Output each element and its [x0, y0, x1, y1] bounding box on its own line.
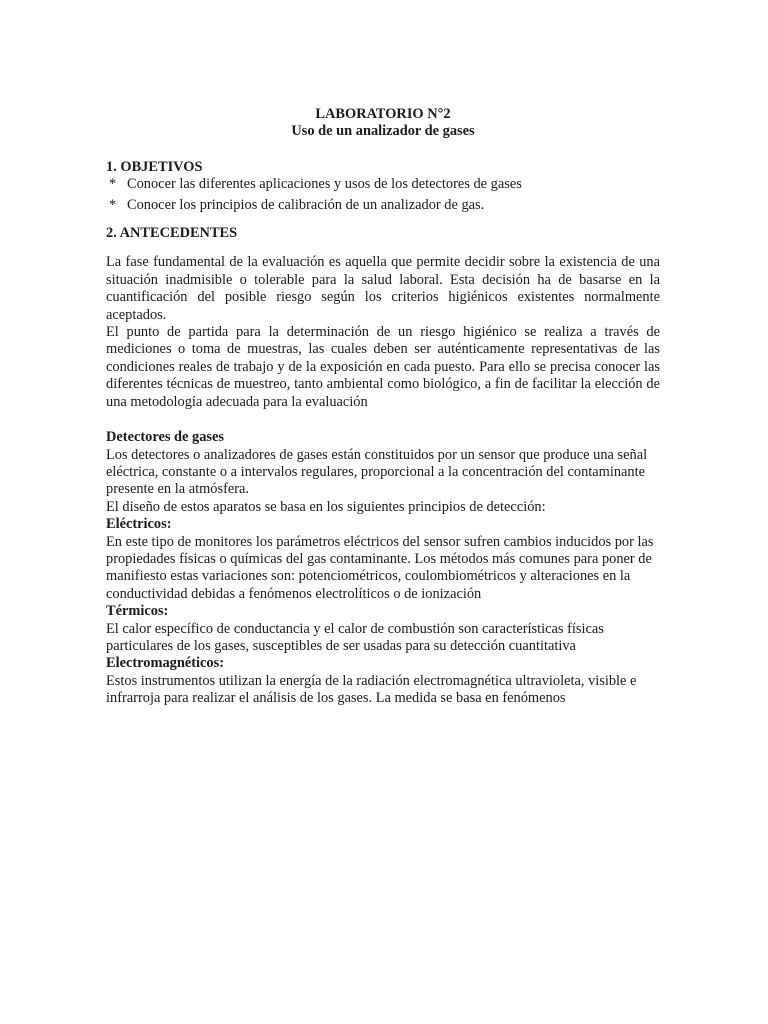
paragraph: El punto de partida para la determinación de un riesgo higiénico se realiza a través de mediciones o toma de muestras, las cuales deben ser auténticamente representativas de las condiciones reales de trabajo y de la exposición en cada puesto. Para ello se precisa conocer las diferentes técnicas de muestreo, tanto ambiental como biológico, a fin de facilitar la elección de una metodología adecuada para la evaluación: [106, 324, 660, 410]
objetivos-list: [106, 176, 660, 214]
paragraph: Estos instrumentos utilizan la energía de la radiación electromagnética ultravioleta, visible e infrarroja para realizar el análisis de los gases. La medida se basa en fenómenos: [106, 672, 637, 707]
paragraph: El diseño de estos aparatos se basa en los siguientes principios de detección:: [106, 498, 546, 515]
section-heading-objetivos: 1. OBJETIVOS: [106, 158, 203, 175]
bullet-marker: *: [109, 176, 117, 193]
objetivo-text: Conocer los principios de calibración de un analizador de gas.: [127, 196, 485, 213]
paragraph: La fase fundamental de la evaluación es aquella que permite decidir sobre la existencia de una situación inadmisible o tolerable para la salud laboral. Esta decisión ha de basarse en la cuantificación del posible riesgo según los criterios higiénicos existentes normalmente aceptados.: [106, 254, 660, 323]
subheading-detectores: Detectores de gases: [106, 429, 225, 446]
objetivo-text: Conocer las diferentes aplicaciones y usos de los detectores de gases: [127, 176, 522, 193]
paragraph: En este tipo de monitores los parámetros eléctricos del sensor sufren cambios inducidos por las propiedades físicas o químicas del gas contaminante. Los métodos más comunes para poner de manifiesto estas variaciones son: potenciométricos, coulombiométricos y alteraciones en la conductividad debidas a fenómenos electrolíticos o de ionización: [106, 533, 654, 602]
section-heading-antecedentes: 2. ANTECEDENTES: [106, 225, 238, 242]
paragraph: Los detectores o analizadores de gases están constituidos por un sensor que produce una señal eléctrica, constante o a intervalos regulares, proporcional a la concentración del contaminante presente en la atmósfera.: [106, 446, 648, 498]
list-item: [106, 176, 660, 193]
subheading-electromagneticos: Electromagnéticos:: [106, 655, 225, 672]
subheading-termicos: Térmicos:: [106, 603, 169, 620]
subheading-electricos: Eléctricos:: [106, 516, 172, 533]
document-page: [106, 106, 660, 708]
document-subtitle: Uso de un analizador de gases: [291, 123, 475, 140]
bullet-marker: *: [109, 196, 117, 213]
document-title: LABORATORIO N°2: [315, 106, 451, 122]
paragraph: El calor específico de conductancia y el calor de combustión son características físicas particulares de los gases, susceptibles de ser usadas para su detección cuantitativa: [106, 620, 604, 654]
list-item: [106, 197, 660, 214]
